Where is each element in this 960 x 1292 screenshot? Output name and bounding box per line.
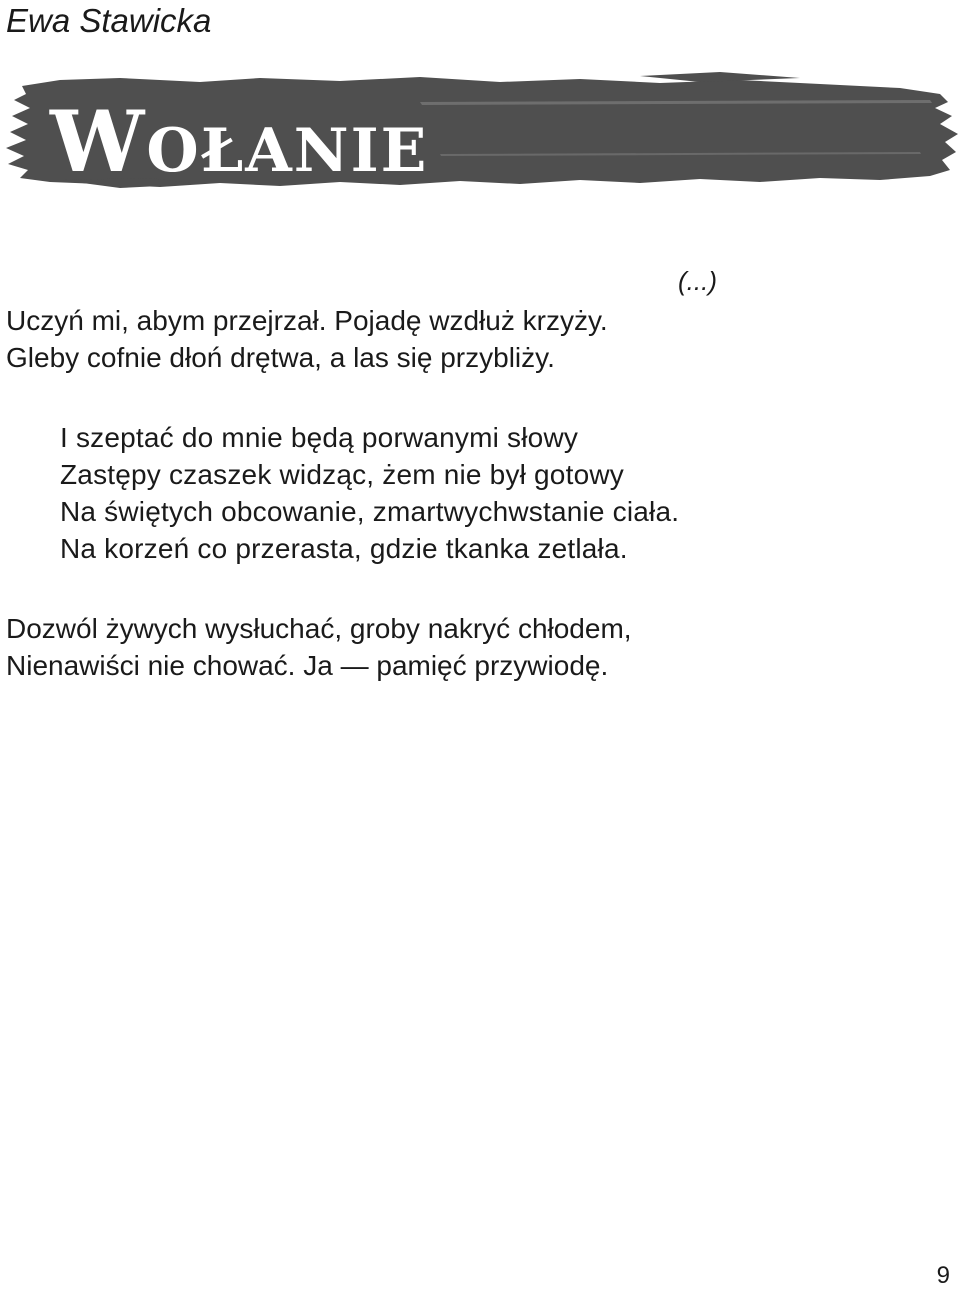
verse-line: Uczyń mi, abym przejrzał. Pojadę wzdłuż krzyży. — [6, 305, 608, 336]
omission-mark: (...) — [678, 266, 717, 296]
poem-title — [50, 92, 429, 191]
verse-line: Nienawiści nie chować. Ja — pamięć przywiodę. — [6, 650, 609, 681]
stanza-2 — [60, 419, 679, 567]
verse-line: Zastępy czaszek widząc, żem nie był gotowy — [60, 459, 624, 490]
verse-line: Gleby cofnie dłoń drętwa, a las się przybliży. — [6, 342, 555, 373]
verse-line: Na świętych obcowanie, zmartwychwstanie ciała. — [60, 496, 680, 527]
verse-line: Na korzeń co przerasta, gdzie tkanka zetlała. — [60, 533, 628, 564]
stanza-1 — [6, 302, 608, 376]
title-rest: OŁANIE — [146, 116, 429, 186]
stanza-3 — [6, 610, 632, 684]
verse-line: I szeptać do mnie będą porwanymi słowy — [60, 422, 579, 453]
author-name: Ewa Stawicka — [6, 2, 212, 39]
title-initial: W — [50, 92, 147, 191]
page-number: 9 — [936, 1262, 950, 1289]
verse-line: Dozwól żywych wysłuchać, groby nakryć chłodem, — [6, 613, 632, 644]
